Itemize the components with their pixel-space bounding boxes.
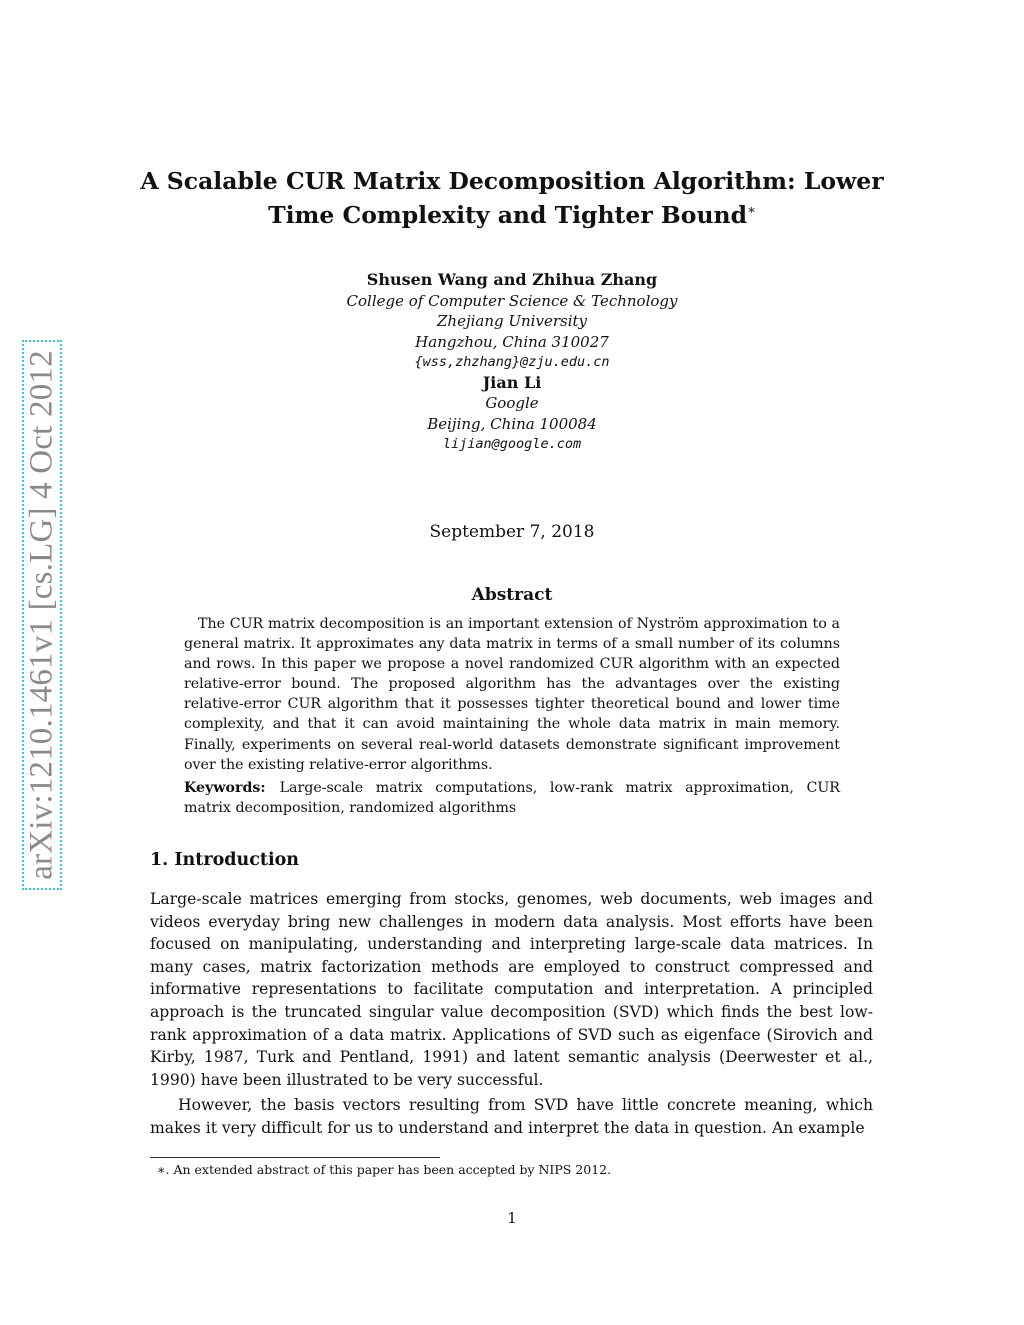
intro-paragraph-1: Large-scale matrices emerging from stocks, genomes, web documents, web images and videos everyday bring new challenges in modern data analysis. Most efforts have been focused on manipulating, understanding and interpreting large-scale data matrices. In many cases, matrix factorization methods are employed to construct compressed and informative representations to facilitate computation and interpretation. A principled approach is the truncated singular value decomposition (SVD) which finds the best low-rank approximation of a data matrix. Applications of SVD such as eigenface (Sirovich and Kirby, 1987, Turk and Pentland, 1991) and latent semantic analysis (Deerwester et al., 1990) have been illustrated to be very successful. <box>150 890 873 1089</box>
paper-title <box>140 166 884 230</box>
author-affiliation-2: Google <box>485 394 539 412</box>
keywords-text: Large-scale matrix computations, low-rank matrix approximation, CUR matrix decomposition, randomized algorithms <box>184 780 840 817</box>
author-location-1: Hangzhou, China 310027 <box>415 332 609 351</box>
abstract-body: The CUR matrix decomposition is an important extension of Nyström approximation to a general matrix. It approximates any data matrix in terms of a small number of its columns and rows. In this paper we propose a novel randomized CUR algorithm with an expected relative-error bound. The proposed algorithm has the advantages over the existing relative-error CUR algorithm that it possesses tighter theoretical bound and lower time complexity, and that it can avoid maintaining the whole data matrix in main memory. Finally, experiments on several real-world datasets demonstrate significant improvement over the existing relative-error algorithms. <box>184 616 840 773</box>
footnote-divider <box>150 1157 440 1158</box>
intro-paragraph-2: However, the basis vectors resulting from SVD have little concrete meaning, which makes it very difficult for us to understand and interpret the data in question. An example <box>150 1096 873 1137</box>
page-number: 1 <box>507 1209 517 1227</box>
author-email-1: {wss,zhzhang}@zju.edu.cn <box>414 354 610 370</box>
footnote: ∗. An extended abstract of this paper has been accepted by NIPS 2012. <box>157 1162 612 1177</box>
abstract-heading: Abstract <box>471 585 553 605</box>
title-footnote-mark: ∗ <box>747 203 756 218</box>
author-university-1: Zhejiang University <box>437 312 587 330</box>
title-line-2 <box>140 196 884 230</box>
keywords-label: Keywords: <box>184 780 266 796</box>
title-line-1: A Scalable CUR Matrix Decomposition Algorithm: Lower <box>140 167 884 195</box>
arxiv-stamp-text: arXiv:1210.1461v1 [cs.LG] 4 Oct 2012 <box>23 350 60 880</box>
section-heading-introduction: 1. Introduction <box>150 850 299 870</box>
paper-date: September 7, 2018 <box>429 522 595 542</box>
author-email-2: lijian@google.com <box>442 436 582 452</box>
author-location-2: Beijing, China 100084 <box>427 414 597 433</box>
title-line-2-text: Time Complexity and Tighter Bound <box>268 200 748 229</box>
author-block <box>262 270 762 455</box>
author-names-1: Shusen Wang and Zhihua Zhang <box>366 270 658 289</box>
keywords <box>184 778 840 818</box>
author-name-2: Jian Li <box>482 372 542 392</box>
author-affiliation-1: College of Computer Science & Technology <box>346 291 678 310</box>
arxiv-stamp <box>22 340 62 890</box>
